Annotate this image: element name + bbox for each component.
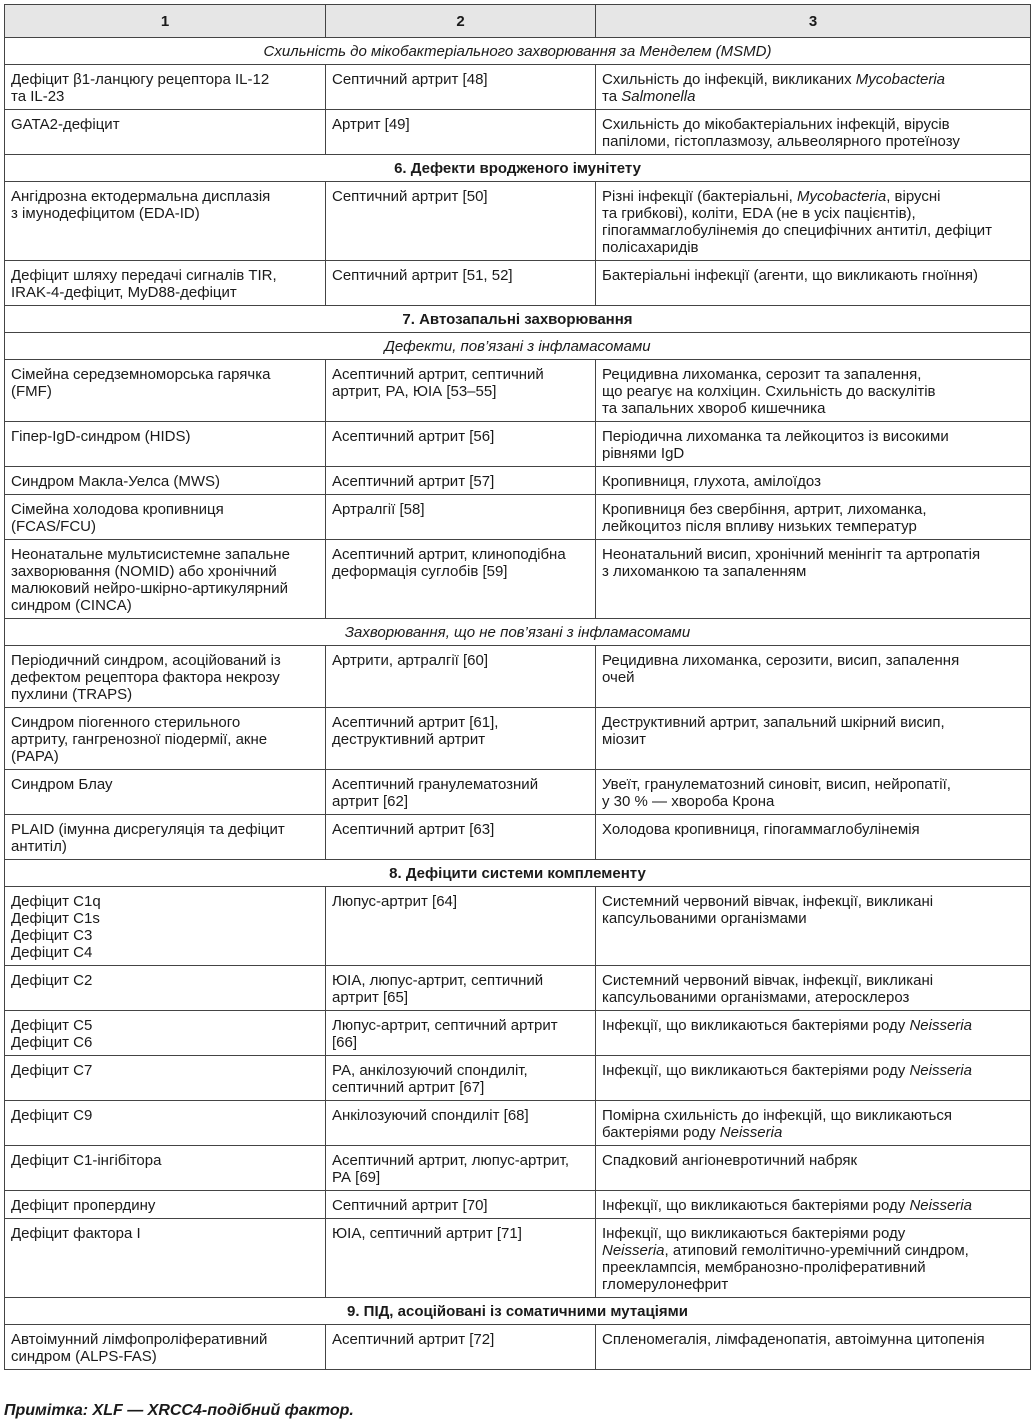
table-row <box>5 966 1031 1011</box>
clinical-features-cell <box>596 1146 1031 1191</box>
arthritis-type-cell <box>326 1056 596 1101</box>
section-heading: 8. Дефіцити системи комплементу <box>5 860 1031 887</box>
disease-cell <box>5 1219 326 1298</box>
table-row <box>5 646 1031 708</box>
table-row <box>5 1101 1031 1146</box>
table-row <box>5 770 1031 815</box>
clinical-features-cell <box>596 646 1031 708</box>
arthritis-type-cell <box>326 966 596 1011</box>
cell-line: Ангідрозна ектодермальна дисплазія <box>11 188 271 205</box>
cell-line: бактеріями роду Neisseria <box>602 1124 783 1141</box>
disease-cell <box>5 646 326 708</box>
cell-line: лейкоцитоз після впливу низьких температур <box>602 518 917 535</box>
disease-cell <box>5 1011 326 1056</box>
arthritis-type-cell <box>326 261 596 306</box>
cell-line: Періодичний синдром, асоційований із <box>11 652 281 669</box>
table-row <box>5 1146 1031 1191</box>
arthritis-type-cell <box>326 708 596 770</box>
cell-line: Артралгії [58] <box>332 501 425 518</box>
table-row <box>5 708 1031 770</box>
column-header-1: 1 <box>5 5 326 38</box>
disease-cell <box>5 770 326 815</box>
cell-line: GATA2-дефіцит <box>11 116 120 133</box>
disease-cell <box>5 110 326 155</box>
cell-line: Холодова кропивниця, гіпогаммаглобулінемія <box>602 821 920 838</box>
cell-line: артриту, гангренозної піодермії, акне <box>11 731 268 748</box>
cell-line: РА, анкілозуючий спондиліт, <box>332 1062 528 1079</box>
cell-line: (PAPA) <box>11 748 59 765</box>
disease-cell <box>5 708 326 770</box>
cell-line: Дефіцит C5 <box>11 1017 93 1034</box>
cell-line: Спленомегалія, лімфаденопатія, автоімунна цитопенія <box>602 1331 985 1348</box>
clinical-features-cell <box>596 815 1031 860</box>
cell-line: Септичний артрит [51, 52] <box>332 267 513 284</box>
section-heading-row <box>5 306 1031 333</box>
arthritis-type-cell <box>326 887 596 966</box>
cell-line: Асептичний артрит [72] <box>332 1331 495 1348</box>
cell-line: Люпус-артрит, септичний артрит <box>332 1017 558 1034</box>
cell-line: Помірна схильність до інфекцій, що викликаються <box>602 1107 952 1124</box>
cell-line: Дефіцит фактора I <box>11 1225 141 1242</box>
cell-line: полісахаридів <box>602 239 699 256</box>
cell-line: Асептичний артрит, клиноподібна <box>332 546 566 563</box>
clinical-features-cell <box>596 708 1031 770</box>
cell-line: Рецидивна лихоманка, серозити, висип, запалення <box>602 652 960 669</box>
cell-line: міозит <box>602 731 646 748</box>
clinical-features-cell <box>596 65 1031 110</box>
cell-line: артрит [65] <box>332 989 409 1006</box>
cell-line: Неонатальний висип, хронічний менінгіт та артропатія <box>602 546 981 563</box>
arthritis-type-cell <box>326 1101 596 1146</box>
cell-line: Різні інфекції (бактеріальні, Mycobacteria, вірусні <box>602 188 941 205</box>
cell-line: синдром (CINCA) <box>11 597 132 614</box>
disease-cell <box>5 261 326 306</box>
cell-line: Автоімунний лімфопроліферативний <box>11 1331 268 1348</box>
cell-line: Дефіцит C6 <box>11 1034 93 1051</box>
cell-line: артрит [62] <box>332 793 409 810</box>
cell-line: рівнями IgD <box>602 445 685 462</box>
cell-line: Дефіцит C1s <box>11 910 100 927</box>
cell-line: гіпогаммаглобулінемія до специфічних антитіл, дефіцит <box>602 222 992 239</box>
section-heading-row <box>5 860 1031 887</box>
cell-line: (FMF) <box>11 383 52 400</box>
cell-line: Дефіцит шляху передачі сигналів TIR, <box>11 267 277 284</box>
cell-line: з лихоманкою та запаленням <box>602 563 807 580</box>
cell-line: Неонатальне мультисистемне запальне <box>11 546 290 563</box>
cell-line: септичний артрит [67] <box>332 1079 485 1096</box>
arthritis-type-cell <box>326 1191 596 1219</box>
cell-line: Схильність до інфекцій, викликаних Mycobacteria <box>602 71 945 88</box>
table-row <box>5 467 1031 495</box>
table-row <box>5 422 1031 467</box>
cell-line: антитіл) <box>11 838 67 855</box>
arthritis-type-cell <box>326 540 596 619</box>
disease-cell <box>5 65 326 110</box>
cell-line: Сімейна холодова кропивниця <box>11 501 224 518</box>
cell-line: Інфекції, що викликаються бактеріями роду Neisseria <box>602 1197 972 1214</box>
cell-line: PLAID (імунна дисрегуляція та дефіцит <box>11 821 285 838</box>
arthritis-type-cell <box>326 182 596 261</box>
disease-cell <box>5 815 326 860</box>
cell-line: та запальних хвороб кишечника <box>602 400 826 417</box>
table-row <box>5 261 1031 306</box>
cell-line: Дефіцит C1q <box>11 893 101 910</box>
table-row <box>5 495 1031 540</box>
cell-line: у 30 % — хвороба Крона <box>602 793 775 810</box>
table-row <box>5 110 1031 155</box>
cell-line: гломерулонефрит <box>602 1276 729 1293</box>
cell-line: капсульованими організмами <box>602 910 807 927</box>
cell-line: IRAK-4-дефіцит, MyD88-дефіцит <box>11 284 237 301</box>
subsection-heading: Захворювання, що не пов’язані з інфламасомами <box>5 619 1031 646</box>
arthritis-type-cell <box>326 1011 596 1056</box>
arthritis-type-cell <box>326 422 596 467</box>
cell-line: Інфекції, що викликаються бактеріями роду <box>602 1225 906 1242</box>
cell-line: та Salmonella <box>602 88 696 105</box>
table-row <box>5 65 1031 110</box>
cell-line: Періодична лихоманка та лейкоцитоз із високими <box>602 428 949 445</box>
cell-line: прееклампсія, мембранозно-проліферативний <box>602 1259 926 1276</box>
disease-cell <box>5 966 326 1011</box>
cell-line: Сімейна середземноморська гарячка <box>11 366 271 383</box>
cell-line: Артрит [49] <box>332 116 410 133</box>
clinical-features-cell <box>596 360 1031 422</box>
cell-line: ЮІА, люпус-артрит, септичний <box>332 972 544 989</box>
subsection-heading-row <box>5 38 1031 65</box>
subsection-heading: Схильність до мікобактеріального захворювання за Менделем (MSMD) <box>5 38 1031 65</box>
clinical-features-cell <box>596 467 1031 495</box>
cell-line: Синдром Макла-Уелса (MWS) <box>11 473 221 490</box>
section-heading-row <box>5 155 1031 182</box>
cell-line: малюковий нейро-шкірно-артикулярний <box>11 580 288 597</box>
subsection-heading-row <box>5 333 1031 360</box>
table-footnote: Примітка: XLF — XRCC4-подібний фактор. <box>4 1402 354 1419</box>
section-heading: 7. Автозапальні захворювання <box>5 306 1031 333</box>
table-header-row <box>5 5 1031 38</box>
cell-line: Синдром Блау <box>11 776 113 793</box>
cell-line: Люпус-артрит [64] <box>332 893 458 910</box>
cell-line: Асептичний артрит [61], <box>332 714 499 731</box>
disease-cell <box>5 182 326 261</box>
cell-line: деформація суглобів [59] <box>332 563 508 580</box>
cell-line: Спадковий ангіоневротичний набряк <box>602 1152 858 1169</box>
cell-line: Системний червоний вівчак, інфекції, викликані <box>602 972 934 989</box>
cell-line: Асептичний артрит, люпус-артрит, <box>332 1152 570 1169</box>
cell-line: що реагує на колхіцин. Схильність до васкулітів <box>602 383 936 400</box>
clinical-features-cell <box>596 770 1031 815</box>
cell-line: Інфекції, що викликаються бактеріями роду Neisseria <box>602 1062 972 1079</box>
arthritis-type-cell <box>326 467 596 495</box>
cell-line: Схильність до мікобактеріальних інфекцій, вірусів <box>602 116 950 133</box>
arthritis-type-cell <box>326 815 596 860</box>
disease-cell <box>5 1056 326 1101</box>
table-row <box>5 1325 1031 1370</box>
disease-cell <box>5 1191 326 1219</box>
disease-cell <box>5 467 326 495</box>
cell-line: Дефіцит C1-інгібітора <box>11 1152 162 1169</box>
cell-line: Дефіцит β1-ланцюгу рецептора IL-12 <box>11 71 270 88</box>
subsection-heading-row <box>5 619 1031 646</box>
cell-line: Асептичний артрит, септичний <box>332 366 544 383</box>
cell-line: Дефіцит пропердину <box>11 1197 156 1214</box>
cell-line: дефектом рецептора фактора некрозу <box>11 669 280 686</box>
cell-line: Септичний артрит [50] <box>332 188 488 205</box>
cell-line: артрит, РА, ЮІА [53–55] <box>332 383 497 400</box>
table-row <box>5 887 1031 966</box>
section-heading: 6. Дефекти вродженого імунітету <box>5 155 1031 182</box>
table-body <box>5 38 1031 1370</box>
cell-line: деструктивний артрит <box>332 731 486 748</box>
clinical-features-cell <box>596 966 1031 1011</box>
clinical-features-cell <box>596 110 1031 155</box>
cell-line: Асептичний артрит [56] <box>332 428 495 445</box>
cell-line: Деструктивний артрит, запальний шкірний висип, <box>602 714 945 731</box>
table-row <box>5 1219 1031 1298</box>
arthritis-type-cell <box>326 1219 596 1298</box>
clinical-features-cell <box>596 422 1031 467</box>
cell-line: Дефіцит C7 <box>11 1062 93 1079</box>
disease-cell <box>5 422 326 467</box>
clinical-features-cell <box>596 540 1031 619</box>
cell-line: (FCAS/FCU) <box>11 518 96 535</box>
table-row <box>5 540 1031 619</box>
clinical-features-cell <box>596 1191 1031 1219</box>
cell-line: Синдром піогенного стерильного <box>11 714 241 731</box>
cell-line: Кропивниця без свербіння, артрит, лихоманка, <box>602 501 927 518</box>
cell-line: Дефіцит C2 <box>11 972 93 989</box>
disease-cell <box>5 1146 326 1191</box>
clinical-features-cell <box>596 1011 1031 1056</box>
table-row <box>5 360 1031 422</box>
arthritis-type-cell <box>326 1146 596 1191</box>
table-row <box>5 815 1031 860</box>
table-row <box>5 1011 1031 1056</box>
cell-line: синдром (ALPS-FAS) <box>11 1348 157 1365</box>
column-header-3: 3 <box>596 5 1031 38</box>
cell-line: ЮІА, септичний артрит [71] <box>332 1225 522 1242</box>
cell-line: Neisseria, атиповий гемолітично-уремічний синдром, <box>602 1242 969 1259</box>
section-heading: 9. ПІД, асоційовані із соматичними мутаціями <box>5 1298 1031 1325</box>
arthritis-type-cell <box>326 360 596 422</box>
clinical-features-cell <box>596 1325 1031 1370</box>
immunodeficiency-arthritis-table <box>4 4 1031 1370</box>
arthritis-type-cell <box>326 1325 596 1370</box>
clinical-features-cell <box>596 1056 1031 1101</box>
cell-line: захворювання (NOMID) або хронічний <box>11 563 277 580</box>
cell-line: Бактеріальні інфекції (агенти, що викликають гноїння) <box>602 267 978 284</box>
cell-line: Асептичний гранулематозний <box>332 776 539 793</box>
clinical-features-cell <box>596 1101 1031 1146</box>
cell-line: [66] <box>332 1034 358 1051</box>
disease-cell <box>5 540 326 619</box>
cell-line: Гіпер-IgD-синдром (HIDS) <box>11 428 191 445</box>
arthritis-type-cell <box>326 65 596 110</box>
cell-line: Артрити, артралгії [60] <box>332 652 489 669</box>
disease-cell <box>5 360 326 422</box>
cell-line: Дефіцит C3 <box>11 927 93 944</box>
arthritis-type-cell <box>326 495 596 540</box>
cell-line: Рецидивна лихоманка, серозит та запалення, <box>602 366 922 383</box>
cell-line: Септичний артрит [70] <box>332 1197 488 1214</box>
arthritis-type-cell <box>326 646 596 708</box>
cell-line: Дефіцит C4 <box>11 944 93 961</box>
clinical-features-cell <box>596 887 1031 966</box>
disease-cell <box>5 887 326 966</box>
disease-cell <box>5 1101 326 1146</box>
cell-line: Асептичний артрит [57] <box>332 473 495 490</box>
cell-line: Кропивниця, глухота, амілоїдоз <box>602 473 821 490</box>
cell-line: папіломи, гістоплазмозу, альвеолярного протеїнозу <box>602 133 960 150</box>
cell-line: РА [69] <box>332 1169 381 1186</box>
clinical-features-cell <box>596 495 1031 540</box>
arthritis-type-cell <box>326 110 596 155</box>
cell-line: та IL-23 <box>11 88 65 105</box>
clinical-features-cell <box>596 1219 1031 1298</box>
cell-line: Системний червоний вівчак, інфекції, викликані <box>602 893 934 910</box>
cell-line: очей <box>602 669 635 686</box>
subsection-heading: Дефекти, пов’язані з інфламасомами <box>5 333 1031 360</box>
cell-line: Асептичний артрит [63] <box>332 821 495 838</box>
cell-line: та грибкові), коліти, EDA (не в усіх пацієнтів), <box>602 205 916 222</box>
cell-line: капсульованими організмами, атеросклероз <box>602 989 910 1006</box>
table-row <box>5 182 1031 261</box>
column-header-2: 2 <box>326 5 596 38</box>
table-row <box>5 1191 1031 1219</box>
disease-cell <box>5 495 326 540</box>
table-row <box>5 1056 1031 1101</box>
cell-line: Дефіцит C9 <box>11 1107 93 1124</box>
arthritis-type-cell <box>326 770 596 815</box>
clinical-features-cell <box>596 182 1031 261</box>
cell-line: Інфекції, що викликаються бактеріями роду Neisseria <box>602 1017 972 1034</box>
cell-line: з імунодефіцитом (EDA-ID) <box>11 205 200 222</box>
cell-line: Увеїт, гранулематозний синовіт, висип, нейропатії, <box>602 776 951 793</box>
cell-line: Септичний артрит [48] <box>332 71 488 88</box>
clinical-features-cell <box>596 261 1031 306</box>
cell-line: Анкілозуючий спондиліт [68] <box>332 1107 529 1124</box>
cell-line: пухлини (TRAPS) <box>11 686 133 703</box>
section-heading-row <box>5 1298 1031 1325</box>
disease-cell <box>5 1325 326 1370</box>
